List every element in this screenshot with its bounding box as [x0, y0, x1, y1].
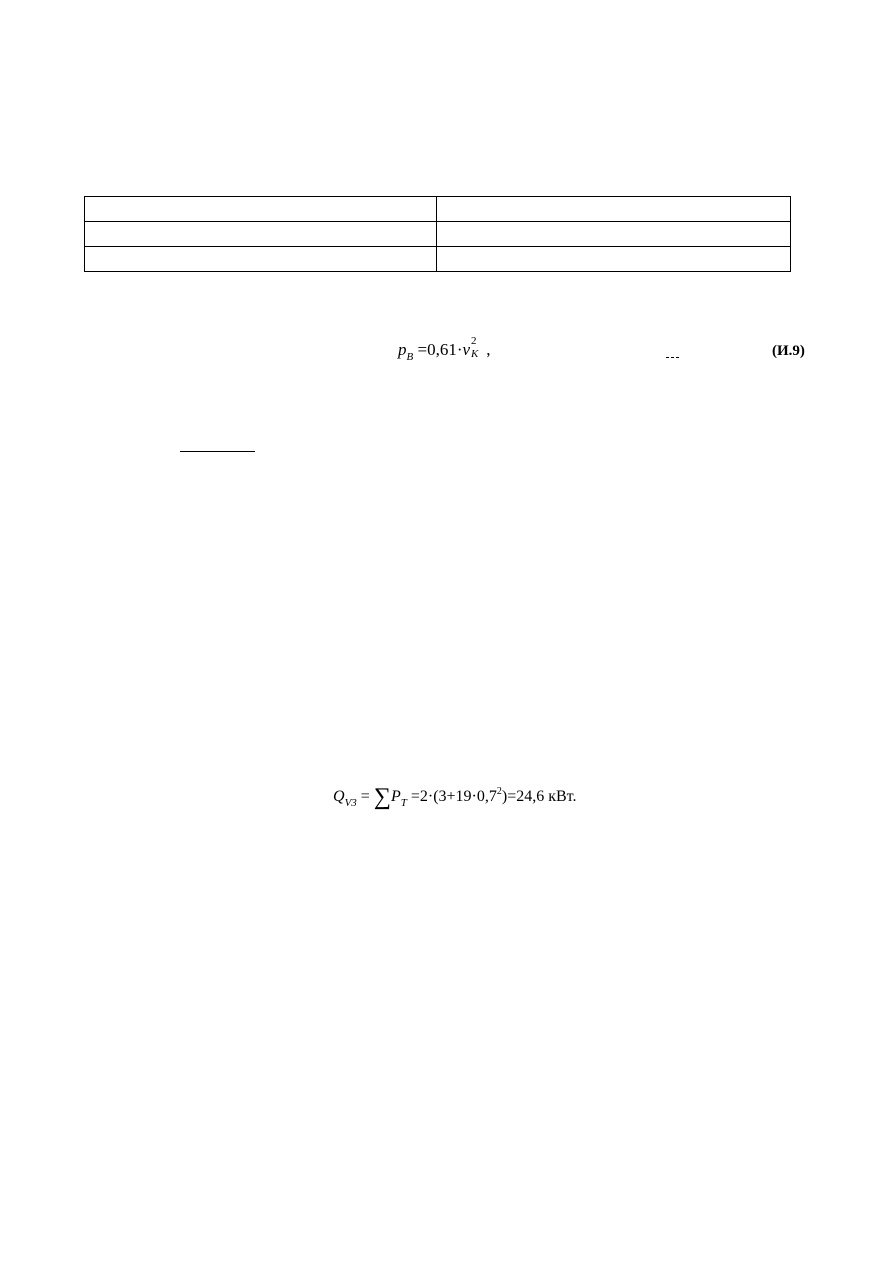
table-cell	[437, 247, 791, 272]
dash-mark	[666, 357, 679, 359]
formula-var-p: P	[390, 788, 401, 805]
formula-var-v: v	[462, 340, 471, 359]
empty-table	[84, 196, 791, 272]
table-cell	[85, 222, 437, 247]
formula-rhs-text: =0,61·	[417, 340, 463, 359]
formula-var-p: p	[398, 340, 407, 359]
table-cell	[85, 247, 437, 272]
sigma-symbol: ∑	[373, 784, 391, 810]
formula-result: )=24,6 кВт.	[501, 788, 577, 805]
underline-stroke	[180, 451, 255, 452]
formula-var-q: Q	[333, 788, 345, 805]
formula-heat	[333, 782, 577, 810]
formula-sub-t: T	[400, 797, 407, 809]
table-cell	[85, 197, 437, 222]
formula-sub-b: B	[406, 351, 414, 363]
equation-number: (И.9)	[772, 343, 805, 359]
table-row	[85, 222, 791, 247]
table-cell	[437, 222, 791, 247]
formula-sub-v3: V3	[344, 797, 357, 809]
formula-equals: =	[360, 788, 370, 805]
formula-supsub	[470, 335, 482, 360]
formula-pressure	[398, 335, 491, 363]
table-row	[85, 247, 791, 272]
table-cell	[437, 197, 791, 222]
formula-sup-2: 2	[471, 335, 477, 347]
formula-comma: ,	[486, 340, 491, 359]
table-row	[85, 197, 791, 222]
formula-exp: 2	[496, 786, 502, 797]
formula-expr: =2·(3+19·0,7	[410, 788, 497, 805]
formula-sub-k: K	[471, 348, 479, 360]
